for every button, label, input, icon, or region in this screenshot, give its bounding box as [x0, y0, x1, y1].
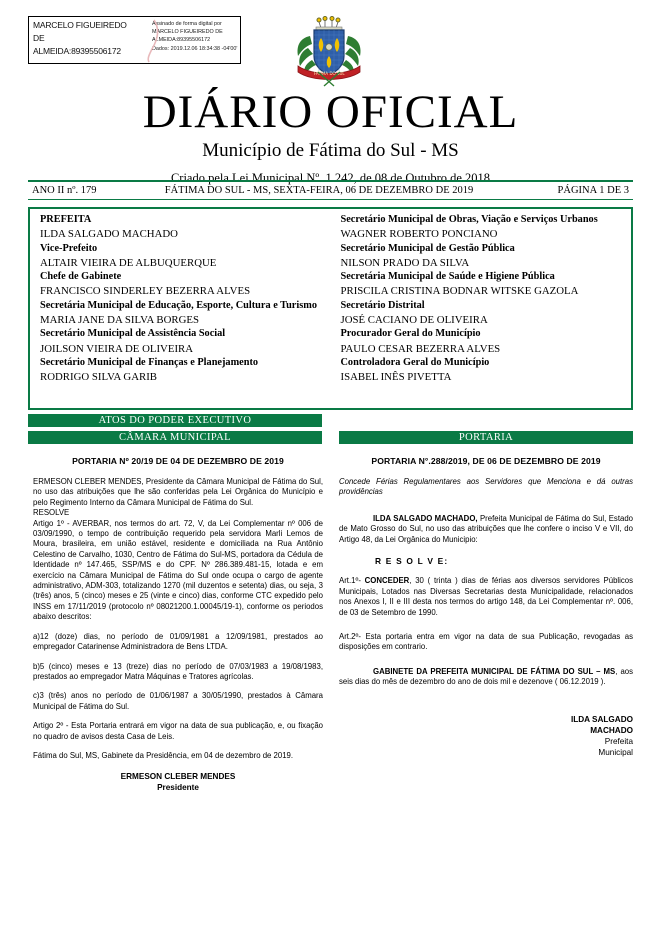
- official-role: Vice-Prefeito: [40, 242, 98, 254]
- official-role: Controladora Geral do Município: [340, 356, 490, 368]
- right-article-2: Art.2º- Esta portaria entra em vigor na data de sua Publicação, revogadas as disposições em contrario.: [339, 632, 633, 652]
- left-item-b: b)5 (cinco) meses e 13 (treze) dias no período de 07/03/1983 a 19/08/1983, prestados ao empregador Matra Máquinas e Tratores agrícolas.: [33, 661, 323, 681]
- masthead-subtitle: Município de Fátima do Sul - MS: [202, 140, 459, 161]
- signature-detail-line-4: Dados: 2019.12.06 18:34:38 -04'00': [152, 45, 238, 52]
- official-name: WAGNER ROBERTO PONCIANO: [340, 228, 498, 241]
- left-signature-name: ERMESON CLEBER MENDES: [120, 772, 236, 782]
- right-article-1-verb: CONCEDER: [364, 576, 410, 586]
- section-bar-executive: ATOS DO PODER EXECUTIVO: [28, 414, 322, 427]
- officials-column-left: [30, 213, 331, 408]
- digital-signature-stamp: [28, 16, 241, 64]
- left-resolve-label: RESOLVE: [33, 508, 70, 518]
- official-role: Secretário Municipal de Gestão Pública: [340, 242, 515, 254]
- right-column: [339, 455, 633, 758]
- left-article-1: Artigo 1º - AVERBAR, nos termos do art. 72, V, da Lei Complementar nº 006 de 03/09/1990, o tempo de contribuição requerido pela servidora Marli Lemos de Moura, brasileira, em união estável, residente e domiciliada na Rua Antônio Celestino de Carvalho, 1030, Centro de Fátima do Sul-MS, portadora da Cédula de Identidade nº 147.465, SSP/MS e do CPF. Nº 286.389.481-15, lotada e em exercício na Câmara Municipal de Fátima do Sul onde ocupa o cargo de agente administrativo, ADM-303, totalizando 1270 (mil duzentos e setenta) dias, ou seja, 3 (três) anos, 5 (cinco) meses e 25 (vinte e cinco) dias, conforme CTC expedido pelo INSS em 17/11/2019 (protocolo nº 08021200.1.00045/19-1), conforme os periodos abaixo descritos:: [33, 518, 323, 622]
- right-intro-paragraph: [339, 514, 633, 545]
- right-gabinete-paragraph: [339, 667, 633, 688]
- right-signature-role-line-1: Prefeita: [604, 736, 633, 746]
- officials-column-right: [331, 213, 632, 408]
- left-portaria-heading: PORTARIA Nº 20/19 DE 04 DE DEZEMBRO DE 2019: [72, 456, 284, 466]
- left-intro-paragraph: ERMESON CLEBER MENDES, Presidente da Câmara Municipal de Fátima do Sul, no uso das atribuições que lhe são conferidas pela Lei Orgânica do Município e pelo Regimento Interno da Câmara Municipal de Fátima do Sul.: [33, 477, 323, 507]
- official-role: Secretário Municipal de Assistência Social: [40, 328, 226, 340]
- right-signature-block: [339, 714, 633, 758]
- officials-box: [28, 207, 633, 410]
- right-article-1-text: , 30 ( trinta ) dias de férias aos diversos servidores Públicos Municipais, Lotados nas Diversas Secretarias desta Municipalidade, relacionados nos Anexos I, II e III desta nos termos do artigo 148, da Lei Complementar nº. 006, de 03 de Setembro de 1990.: [339, 576, 634, 617]
- right-intro-authority: ILDA SALGADO MACHADO,: [373, 513, 478, 523]
- right-intro-text: Prefeita Municipal de Fátima do Sul, Estado de Mato Grosso do Sul, no uso das atribuições que lhe confere o inciso V e VII, do Artigo 48, da Lei Orgânica do Municipio:: [339, 513, 633, 544]
- right-signature-role-line-2: Municipal: [598, 747, 633, 757]
- right-summary: Concede Férias Regulamentares aos Servidores que Menciona e dá outras providências: [339, 477, 633, 497]
- official-name: FRANCISCO SINDERLEY BEZERRA ALVES: [40, 285, 251, 298]
- section-bar-portaria: PORTARIA: [339, 431, 633, 444]
- signature-signer-line-2: DE: [33, 33, 45, 43]
- section-bar-camara-municipal: CÂMARA MUNICIPAL: [28, 431, 322, 444]
- official-role: Secretária Municipal de Educação, Esporte, Cultura e Turismo: [40, 299, 317, 311]
- left-signature-block: [33, 771, 323, 793]
- official-name: ILDA SALGADO MACHADO: [40, 228, 178, 241]
- left-signature-role: Presidente: [157, 783, 199, 793]
- edition-bar: [28, 180, 633, 200]
- official-name: MARIA JANE DA SILVA BORGES: [40, 314, 199, 327]
- official-role: Secretário Municipal de Obras, Viação e Serviços Urbanos: [340, 214, 598, 225]
- masthead: [0, 86, 661, 187]
- right-signature-name-line-1: ILDA SALGADO: [570, 714, 633, 724]
- signature-detail-line-2: MARCELO FIGUEIREDO DE: [152, 29, 223, 36]
- left-closing-line: Fátima do Sul, MS, Gabinete da Presidência, em 04 de dezembro de 2019.: [33, 750, 294, 760]
- left-column: [33, 455, 323, 793]
- edition-number: ANO II nº. 179: [32, 185, 97, 196]
- left-item-a: a)12 (doze) dias, no período de 01/09/1981 a 12/09/1981, prestados ao empregador Catarinense Administradora de Bens LTDA.: [33, 631, 323, 652]
- left-article-2: Artigo 2º - Esta Portaria entrará em vigor na data de sua publicação, e, ou fixação no quadro de avisos desta Casa de Leis.: [33, 721, 323, 741]
- svg-text:FÁTIMA DO SUL: FÁTIMA DO SUL: [314, 71, 345, 76]
- coat-of-arms-icon: [292, 16, 366, 88]
- edition-place-date: FÁTIMA DO SUL - MS, SEXTA-FEIRA, 06 DE DEZEMBRO DE 2019: [164, 185, 474, 196]
- official-name: ISABEL INÊS PIVETTA: [340, 371, 452, 384]
- official-role: Procurador Geral do Município: [340, 328, 481, 340]
- official-name: PAULO CESAR BEZERRA ALVES: [340, 342, 501, 355]
- official-name: NILSON PRADO DA SILVA: [340, 256, 470, 269]
- official-name: RODRIGO SILVA GARIB: [40, 371, 157, 384]
- right-signature-name-line-2: MACHADO: [590, 725, 633, 735]
- signature-details: [149, 17, 240, 63]
- official-role: Secretário Municipal de Finanças e Planejamento: [40, 356, 259, 368]
- right-article-1: [339, 576, 633, 618]
- page-title: DIÁRIO OFICIAL: [142, 86, 519, 138]
- left-item-c: c)3 (três) anos no período de 01/06/1987 a 30/05/1990, prestados à Câmara Municipal de Fátima do Sul.: [33, 691, 323, 711]
- signature-signer-line-3: ALMEIDA:89395506172: [33, 46, 121, 56]
- masthead-law-reference: Criado pela Lei Municipal Nº. 1.242, de 08 de Outubro de 2018: [170, 171, 491, 185]
- official-role: PREFEITA: [40, 214, 92, 225]
- signature-signer-name: [29, 17, 149, 63]
- official-name: JOILSON VIEIRA DE OLIVEIRA: [40, 342, 194, 355]
- edition-page-number: PÁGINA 1 DE 3: [557, 185, 629, 196]
- right-resolve-label: R E S O L V E:: [375, 556, 449, 567]
- official-name: ALTAIR VIEIRA DE ALBUQUERQUE: [40, 256, 217, 269]
- official-role: Chefe de Gabinete: [40, 271, 122, 283]
- right-gabinete-text: , aos seis dias do mês de dezembro do ano de dois mil e dezenove ( 06.12.2019 ).: [339, 666, 634, 687]
- signature-signer-line-1: MARCELO FIGUEIREDO: [33, 20, 127, 30]
- official-name: JOSÉ CACIANO DE OLIVEIRA: [340, 314, 488, 327]
- signature-detail-line-3: ALMEIDA:89395506172: [152, 37, 211, 44]
- right-article-1-prefix: Art.1º-: [339, 576, 365, 586]
- signature-detail-line-1: Assinado de forma digital por: [152, 21, 222, 27]
- official-name: PRISCILA CRISTINA BODNAR WITSKE GAZOLA: [340, 285, 579, 298]
- right-portaria-heading: PORTARIA N°.288/2019, DE 06 DE DEZEMBRO DE 2019: [371, 456, 601, 466]
- official-role: Secretária Municipal de Saúde e Higiene Pública: [340, 271, 555, 283]
- right-gabinete-title: GABINETE DA PREFEITA MUNICIPAL DE FÁTIMA DO SUL – MS: [373, 666, 616, 676]
- official-role: Secretário Distrital: [340, 299, 425, 311]
